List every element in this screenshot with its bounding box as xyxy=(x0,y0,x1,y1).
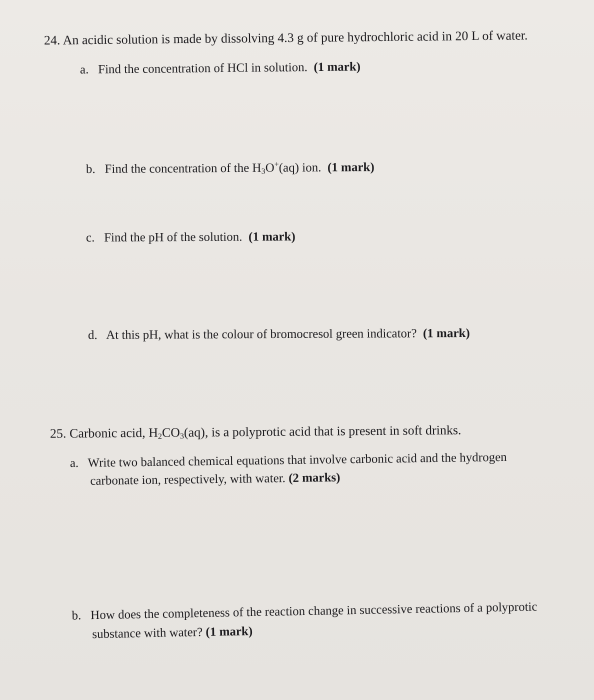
question-24c-marks: (1 mark) xyxy=(248,229,296,244)
question-25b xyxy=(72,598,538,645)
question-24c xyxy=(86,228,295,245)
question-25b-marks: (1 mark) xyxy=(205,624,253,639)
question-24b-marks: (1 mark) xyxy=(327,159,375,175)
question-25a-line-2-wrap xyxy=(70,466,507,490)
question-25-text-mid: CO xyxy=(161,424,181,440)
question-25b-line-1: How does the completeness of the reaction change in successive reactions of a polyprotic xyxy=(90,599,538,623)
question-24-text: 24. An acidic solution is made by dissolving 4.3 g of pure hydrochloric acid in 20 L of water. xyxy=(43,27,528,48)
question-24b xyxy=(86,156,374,181)
question-24a xyxy=(80,59,361,78)
question-25-subscript-2: 3 xyxy=(179,431,185,441)
question-24d-marks: (1 mark) xyxy=(422,326,470,341)
question-24b-superscript: + xyxy=(274,159,279,169)
question-24c-label: c. xyxy=(85,230,95,245)
question-25a xyxy=(70,448,507,490)
question-24a-label: a. xyxy=(79,62,89,77)
question-25a-line-2: carbonate ion, respectively, with water. xyxy=(90,471,286,488)
question-25b-line-2: substance with water? xyxy=(92,624,203,642)
question-24b-text-pre: Find the concentration of the H xyxy=(104,160,262,176)
question-24d xyxy=(88,325,470,343)
question-24b-text-mid: O xyxy=(265,160,275,175)
question-25-text-pre: 25. Carbonic acid, H xyxy=(49,424,159,441)
question-24b-label: b. xyxy=(85,161,96,177)
question-25-subscript-1: 2 xyxy=(157,431,163,441)
question-25a-line-1: Write two balanced chemical equations that involve carbonic acid and the hydrogen xyxy=(87,449,507,470)
question-24d-label: d. xyxy=(87,327,98,342)
question-24-stem xyxy=(44,27,528,48)
question-24d-text: At this pH, what is the colour of bromocresol green indicator? xyxy=(106,326,417,342)
question-25a-label: a. xyxy=(69,455,79,471)
question-24c-text: Find the pH of the solution. xyxy=(104,229,243,245)
question-25-stem xyxy=(50,422,461,446)
question-25a-marks: (2 marks) xyxy=(288,470,341,485)
question-24a-text: Find the concentration of HCl in solution. xyxy=(97,60,308,77)
question-25b-label: b. xyxy=(71,608,82,623)
question-24a-marks: (1 mark) xyxy=(313,59,361,75)
question-24b-text-post: (aq) ion. xyxy=(278,160,322,175)
question-24b-subscript: 3 xyxy=(261,166,266,176)
question-25-text-post: (aq), is a polyprotic acid that is present in soft drinks. xyxy=(183,422,462,440)
